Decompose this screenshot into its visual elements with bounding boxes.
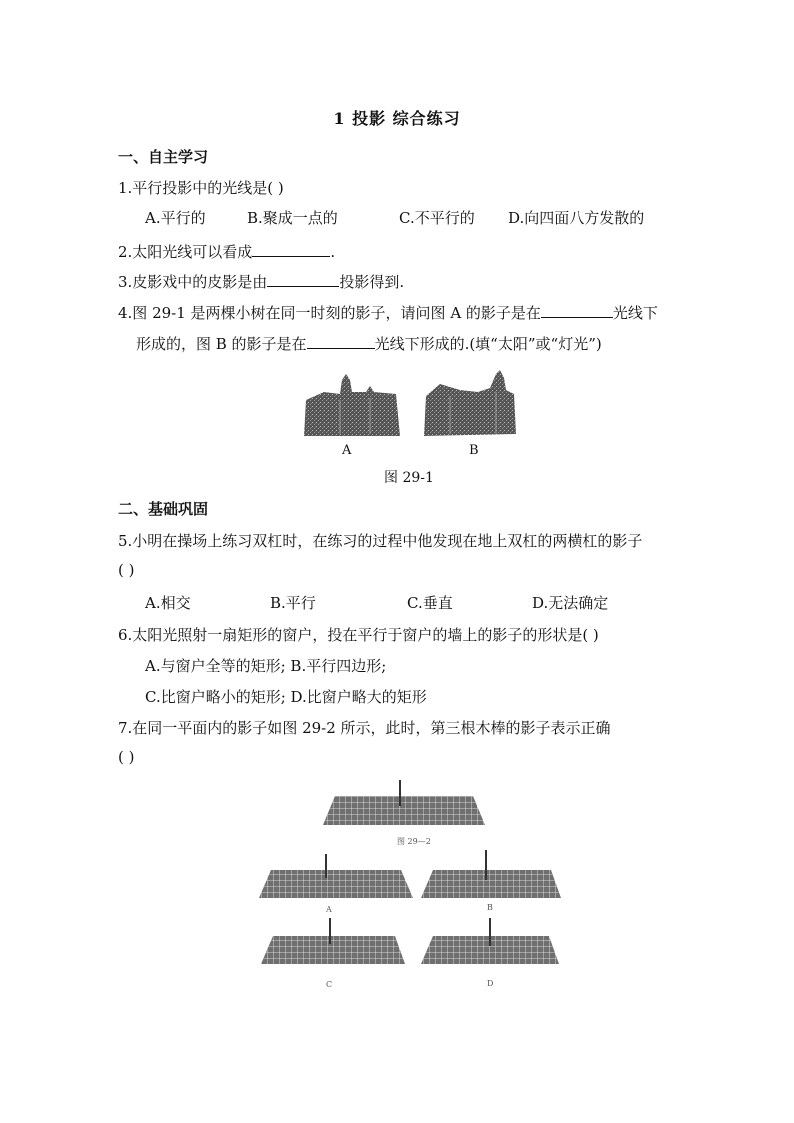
question-6-stem: 6.太阳光照射一扇矩形的窗户，投在平行于窗户的墙上的影子的形状是( ): [118, 626, 599, 644]
question-6-options-line-1: A.与窗户全等的矩形; B.平行四边形;: [145, 657, 387, 675]
figure-29-2-label-b: B: [487, 903, 493, 912]
figure-29-2-option-a-image: [259, 854, 413, 898]
question-5-option-a: A.相交: [145, 594, 191, 612]
question-3: [118, 271, 404, 292]
question-6-options-line-2: C.比窗户略小的矩形; D.比窗户略大的矩形: [145, 688, 427, 706]
question-2-text: 2.太阳光线可以看成: [118, 243, 253, 261]
question-5-option-d: D.无法确定: [532, 594, 609, 612]
page-title: 1 投影 综合练习: [333, 109, 461, 128]
figure-29-1-trees: [300, 370, 520, 442]
question-4-text-tail: 光线下形成的.(填“太阳”或“灯光”): [374, 335, 602, 353]
question-4-line-2: [136, 333, 602, 354]
question-1-stem: 1.平行投影中的光线是( ): [118, 179, 284, 197]
figure-29-2-label-c: C: [326, 980, 333, 989]
question-5-option-b: B.平行: [270, 594, 316, 612]
question-1-option-d: D.向四面八方发散的: [508, 209, 645, 227]
question-4-text: 形成的，图 B 的影子是在: [136, 335, 307, 353]
figure-29-2-caption: 图 29—2: [397, 837, 431, 846]
question-1-option-b: B.聚成一点的: [247, 209, 338, 227]
figure-a-image: [304, 374, 400, 436]
figure-29-1-caption: 图 29-1: [384, 470, 434, 486]
figure-29-2-shadows: [255, 778, 565, 988]
figure-29-2-main-image: [323, 780, 485, 825]
answer-blank[interactable]: [307, 334, 375, 349]
answer-blank[interactable]: [252, 242, 330, 257]
question-1-option-a: A.平行的: [145, 209, 206, 227]
question-2-tail: .: [330, 243, 336, 261]
figure-29-2-option-b-image: [421, 850, 561, 898]
question-5-option-c: C.垂直: [407, 594, 453, 612]
question-7-paren: ( ): [118, 748, 135, 766]
answer-blank[interactable]: [267, 272, 339, 287]
figure-29-2-label-d: D: [487, 979, 494, 988]
question-7-stem: 7.在同一平面内的影子如图 29-2 所示，此时，第三根木棒的影子表示正确: [118, 719, 611, 737]
figure-b-image: [424, 370, 516, 436]
figure-29-1-label-b: B: [469, 443, 479, 458]
section-heading-foundation: 二、基础巩固: [118, 500, 209, 518]
question-4-line-1: [118, 302, 658, 323]
question-3-tail: 投影得到.: [339, 273, 405, 291]
question-4-text-tail: 光线下: [612, 304, 658, 322]
answer-blank[interactable]: [541, 303, 613, 318]
question-4-text: 4.图 29-1 是两棵小树在同一时刻的影子，请问图 A 的影子是在: [118, 304, 541, 322]
figure-29-2-option-d-image: [421, 918, 559, 964]
figure-29-2-option-c-image: [261, 918, 405, 964]
section-heading-self-study: 一、自主学习: [118, 148, 209, 166]
question-1-option-c: C.不平行的: [399, 209, 475, 227]
question-3-text: 3.皮影戏中的皮影是由: [118, 273, 268, 291]
figure-29-1-label-a: A: [342, 443, 352, 458]
question-5-paren: ( ): [118, 561, 135, 579]
figure-29-2-label-a: A: [326, 905, 332, 914]
question-2: [118, 241, 335, 262]
question-5-stem: 5.小明在操场上练习双杠时，在练习的过程中他发现在地上双杠的两横杠的影子: [118, 532, 643, 550]
